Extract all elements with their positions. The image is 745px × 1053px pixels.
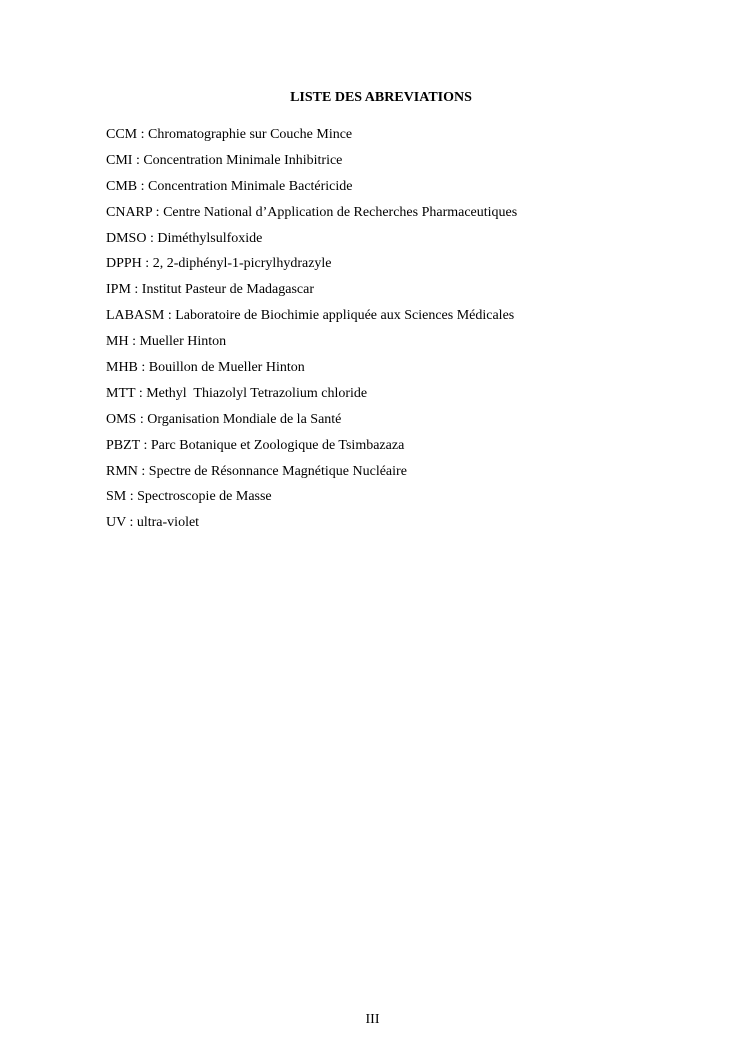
abbreviation-code: CNARP [106, 204, 153, 220]
abbreviation-meaning: Bouillon de Mueller Hinton [148, 360, 305, 376]
abbreviation-meaning: Laboratoire de Biochimie appliquée aux Sciences Médicales [175, 308, 515, 324]
abbreviation-code: OMS [106, 411, 137, 427]
list-item: OMS : Organisation Mondiale de la Santé [106, 411, 342, 427]
abbreviation-meaning: Organisation Mondiale de la Santé [147, 411, 342, 427]
abbreviation-meaning: Mueller Hinton [139, 334, 227, 350]
abbreviation-code: CMB [106, 178, 138, 194]
list-item: DMSO : Diméthylsulfoxide [106, 230, 263, 246]
abbreviation-code: DMSO [106, 230, 147, 246]
page-number: III [365, 1012, 380, 1027]
abbreviation-meaning: ultra-violet [136, 515, 200, 531]
list-item: CMI : Concentration Minimale Inhibitrice [106, 152, 343, 168]
list-item: MHB : Bouillon de Mueller Hinton [106, 360, 305, 376]
abbreviation-meaning: Methyl Thiazolyl Tetrazolium chloride [146, 385, 368, 401]
list-item: RMN : Spectre de Résonnance Magnétique Nucléaire [106, 463, 407, 479]
abbreviation-meaning: Spectroscopie de Masse [137, 489, 272, 505]
list-item: CMB : Concentration Minimale Bactéricide [106, 178, 353, 194]
abbreviation-code: UV [106, 515, 126, 531]
list-item: IPM : Institut Pasteur de Madagascar [106, 282, 315, 298]
abbreviation-code: SM [106, 489, 127, 505]
abbreviation-code: CMI [106, 152, 133, 168]
abbreviation-code: MHB [106, 360, 138, 376]
list-item: SM : Spectroscopie de Masse [106, 489, 272, 505]
list-item: DPPH : 2, 2-diphényl-1-picrylhydrazyle [106, 256, 332, 272]
abbreviation-code: LABASM [106, 308, 165, 324]
list-item: MTT : Methyl Thiazolyl Tetrazolium chloride [106, 385, 368, 401]
list-item: CNARP : Centre National d’Application de Recherches Pharmaceutiques [106, 204, 518, 220]
list-item: PBZT : Parc Botanique et Zoologique de Tsimbazaza [106, 437, 405, 453]
abbreviation-meaning: 2, 2-diphényl-1-picrylhydrazyle [152, 256, 332, 272]
list-item: LABASM : Laboratoire de Biochimie appliquée aux Sciences Médicales [106, 308, 515, 324]
abbreviation-meaning: Parc Botanique et Zoologique de Tsimbazaza [150, 437, 405, 453]
abbreviation-list [106, 126, 517, 540]
abbreviation-meaning: Concentration Minimale Bactéricide [148, 178, 353, 194]
abbreviation-meaning: Institut Pasteur de Madagascar [141, 282, 315, 298]
list-item: UV : ultra-violet [106, 515, 200, 531]
list-item: MH : Mueller Hinton [106, 334, 227, 350]
abbreviation-code: IPM [106, 282, 131, 298]
abbreviation-meaning: Diméthylsulfoxide [157, 230, 263, 246]
abbreviation-code: CCM [106, 127, 138, 142]
abbreviation-meaning: Centre National d’Application de Recherches Pharmaceutiques [163, 204, 518, 220]
list-item: CCM : Chromatographie sur Couche Mince [106, 127, 353, 142]
page-title: LISTE DES ABREVIATIONS [290, 90, 472, 105]
abbreviation-code: RMN [106, 463, 138, 479]
abbreviation-meaning: Concentration Minimale Inhibitrice [143, 152, 343, 168]
abbreviation-meaning: Spectre de Résonnance Magnétique Nucléaire [148, 463, 407, 479]
abbreviation-code: PBZT [106, 437, 140, 453]
abbreviation-code: DPPH [106, 256, 142, 272]
abbreviation-code: MH [106, 334, 129, 350]
abbreviation-meaning: Chromatographie sur Couche Mince [148, 127, 353, 142]
abbreviation-code: MTT [106, 385, 136, 401]
